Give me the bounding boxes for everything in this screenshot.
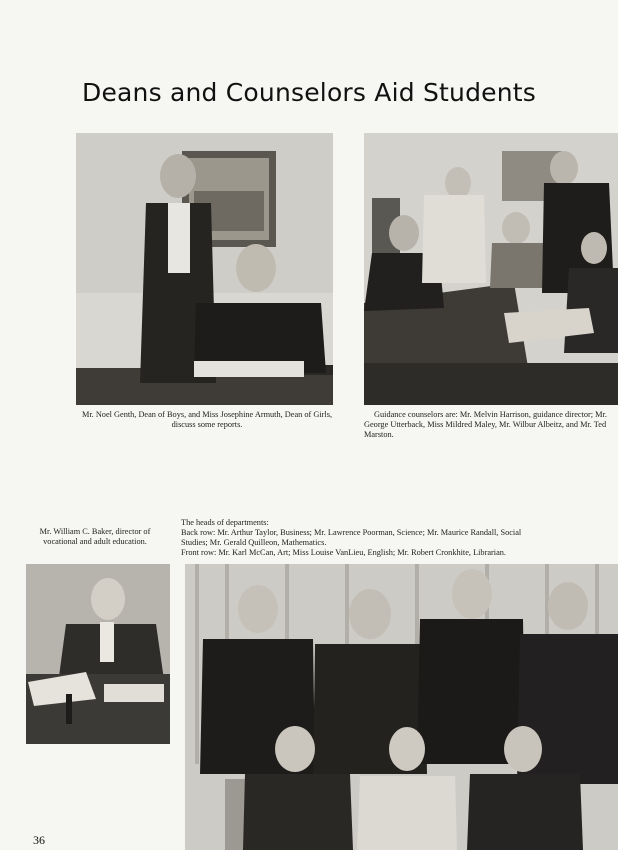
- baker-photo: [26, 564, 170, 744]
- deans-caption: Mr. Noel Genth, Dean of Boys, and Miss Josephine Armuth, Dean of Girls, discuss some reports.: [81, 410, 333, 429]
- heads-caption-front-row: Front row: Mr. Karl McCan, Art; Miss Louise VanLieu, English; Mr. Robert Cronkhite, Librarian.: [181, 548, 507, 557]
- heads-caption-back-row: Back row: Mr. Arthur Taylor, Business; Mr. Lawrence Poorman, Science; Mr. Maurice Randall, Social: [181, 528, 522, 537]
- page-number: 36: [33, 833, 45, 847]
- guidance-photo: [364, 133, 618, 405]
- deans-photo: [76, 133, 333, 405]
- baker-caption: Mr. William C. Baker, director of vocational and adult education.: [39, 527, 151, 546]
- page-title: Deans and Counselors Aid Students: [82, 78, 536, 107]
- heads-caption-title: The heads of departments:: [181, 518, 269, 527]
- heads-photo: [185, 564, 618, 850]
- guidance-caption: Guidance counselors are: Mr. Melvin Harrison, guidance director; Mr. George Utterback, Miss Mildred Maley, Mr. Wilbur Albeitz, and Mr. Ted Marston.: [364, 410, 607, 439]
- heads-caption-back-row-cont: Studies; Mr. Gerald Quilleon, Mathematics.: [181, 538, 327, 547]
